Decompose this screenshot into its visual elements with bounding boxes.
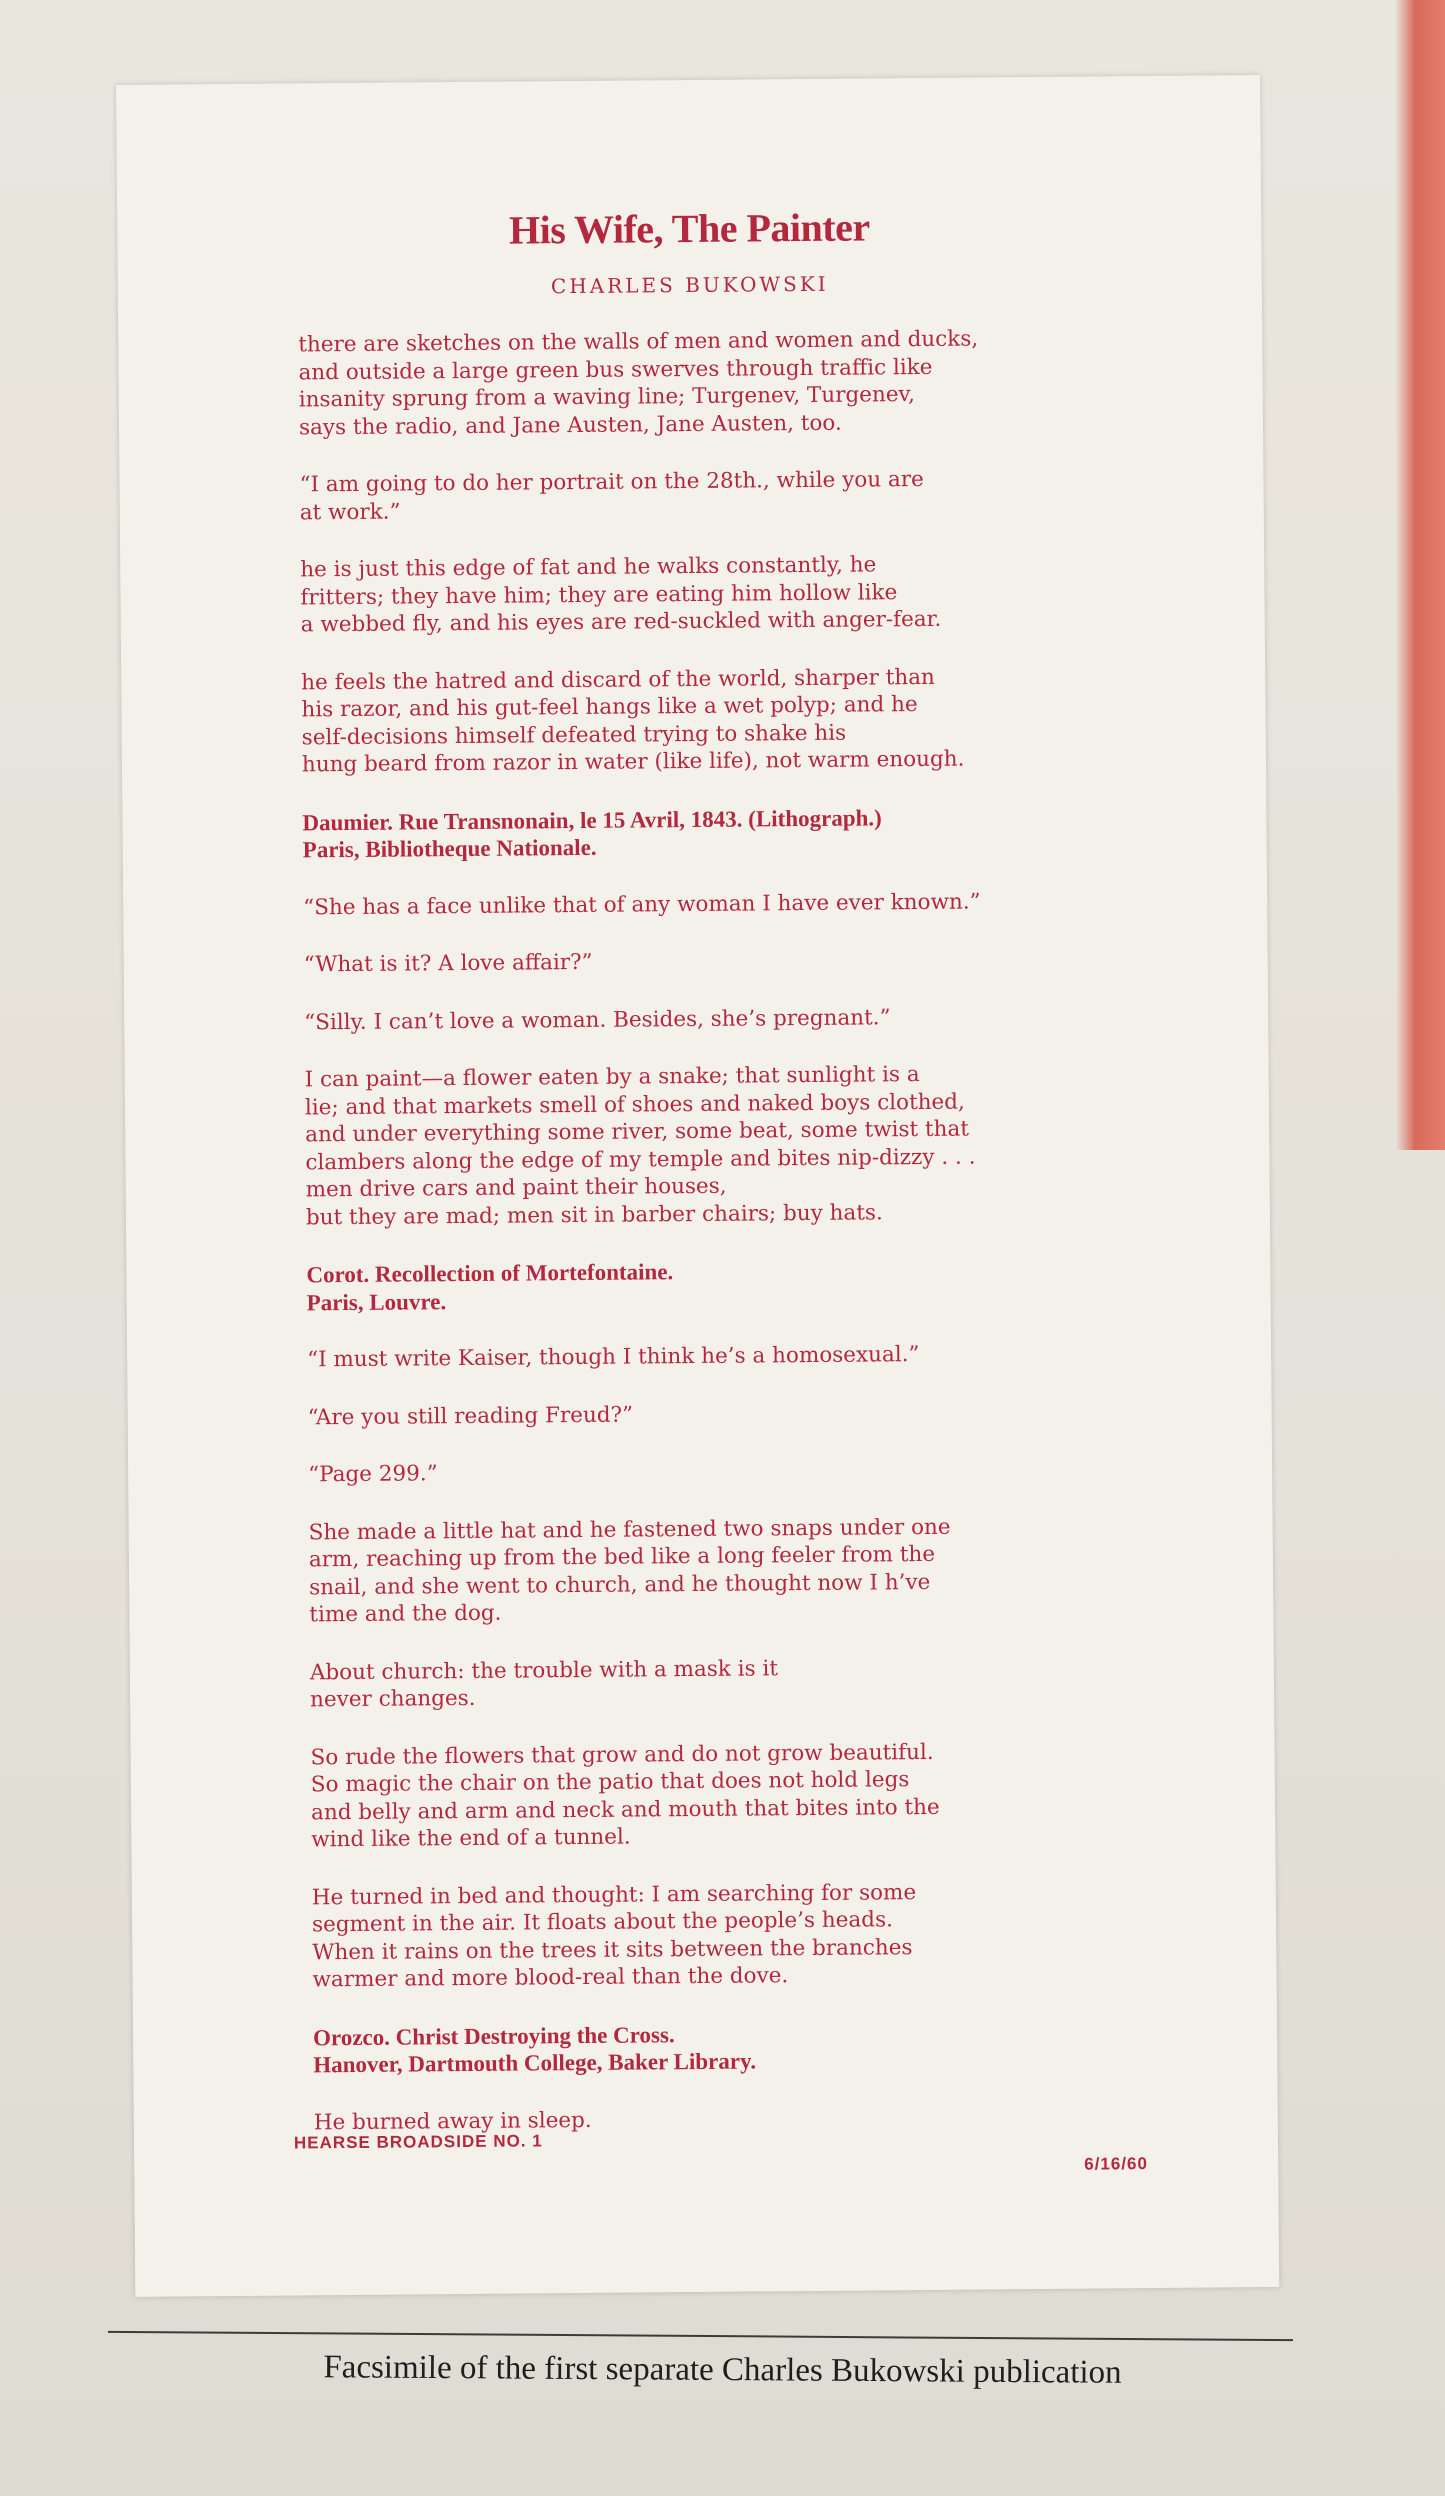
publication-date: 6/16/60 [1084, 2154, 1149, 2174]
poem-author: CHARLES BUKOWSKI [550, 271, 829, 299]
poem-title: His Wife, The Painter [508, 204, 870, 253]
stanza: “She has a face unlike that of any woman I have ever known.” [303, 888, 981, 920]
facsimile-caption: Facsimile of the first separate Charles Bukowski publication [323, 2349, 1122, 2391]
stanza: “Silly. I can’t love a woman. Besides, she’s pregnant.” [304, 1004, 891, 1035]
stanza: “What is it? A love affair?” [303, 949, 593, 978]
poem-body [298, 323, 1244, 2166]
stanza: So rude the flowers that grow and do not grow beautiful. So magic the chair on the patio that does not hold legs and belly and arm and neck and mouth that bites into the wind like the end of a tunnel. [310, 1739, 940, 1853]
stanza: there are sketches on the walls of men and women and ducks, and outside a large green bus swerves through traffic like insanity sprung from a waving line; Turgenev, Turgenev, says the radio, and Jane Austen, Jane Austen, too. [298, 326, 979, 440]
imprint-line: HEARSE BROADSIDE NO. 1 [293, 2131, 543, 2153]
stanza: She made a little hat and he fastened two snaps under one arm, reaching up from the bed like a long feeler from the snail, and she went to church, and he thought now I h’ve time and the dog. [308, 1514, 951, 1628]
broadside-sheet [116, 75, 1279, 2297]
stanza: “Are you still reading Freud?” [307, 1402, 634, 1430]
stanza: “I am going to do her portrait on the 28th., while you are at work.” [299, 466, 924, 525]
adjacent-cover-edge [1395, 0, 1445, 1150]
artwork-caption: Orozco. Christ Destroying the Cross. Hanover, Dartmouth College, Baker Library. [312, 2021, 757, 2078]
stanza: About church: the trouble with a mask is it never changes. [309, 1655, 779, 1713]
stanza: He burned away in sleep. [313, 2107, 592, 2135]
stanza: he is just this edge of fat and he walks constantly, he fritters; they have him; they are eating him hollow like a webbed fly, and his eyes are red-suckled with anger-fear. [300, 552, 942, 638]
artwork-caption: Corot. Recollection of Mortefontaine. Paris, Louvre. [306, 1259, 674, 1315]
stanza: “I must write Kaiser, though I think he’s a homosexual.” [307, 1342, 920, 1373]
artwork-caption: Daumier. Rue Transnonain, le 15 Avril, 1843. (Lithograph.) Paris, Bibliotheque Nationale. [302, 804, 882, 863]
stanza: “Page 299.” [308, 1461, 438, 1488]
stanza: He turned in bed and thought: I am searching for some segment in the air. It floats about the people’s heads. When it rains on the trees it sits between the branches warmer and more blood-real than the dove. [311, 1879, 917, 1993]
stanza: I can paint—a flower eaten by a snake; that sunlight is a lie; and that markets smell of shoes and naked boys clothed, and under everything some river, some beat, some twist that clambers along the edge of my temple and bites nip-dizzy . . . men drive cars and paint their houses, but they are mad; men sit in barber chairs; buy hats. [304, 1062, 976, 1230]
stanza: he feels the hatred and discard of the world, sharper than his razor, and his gut-feel hangs like a wet polyp; and he self-decisions himself defeated trying to shake his hung beard from razor in water (like life), not warm enough. [301, 664, 965, 778]
